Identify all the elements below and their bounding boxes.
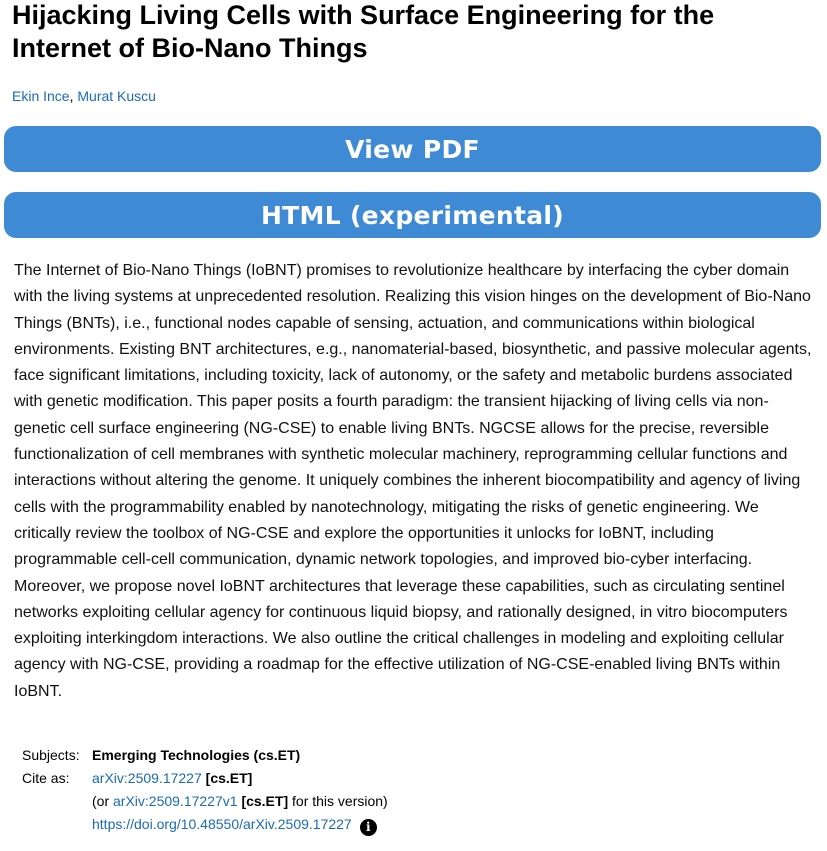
version-class: [cs.ET] bbox=[241, 793, 289, 809]
version-arxiv-link[interactable]: arXiv:2509.17227v1 bbox=[113, 793, 238, 809]
cite-label: Cite as: bbox=[22, 770, 70, 786]
info-icon[interactable]: i bbox=[360, 819, 377, 836]
paper-title: Hijacking Living Cells with Surface Engineering for the Internet of Bio-Nano Things bbox=[12, 0, 715, 63]
cite-row bbox=[22, 767, 388, 790]
html-experimental-label: HTML (experimental) bbox=[260, 200, 565, 230]
author-link[interactable]: Murat Kuscu bbox=[77, 88, 156, 104]
view-pdf-label: View PDF bbox=[345, 134, 480, 164]
subjects-value: Emerging Technologies (cs.ET) bbox=[92, 747, 301, 763]
doi-row bbox=[22, 813, 388, 836]
author-list bbox=[12, 87, 156, 105]
view-pdf-button[interactable] bbox=[4, 126, 821, 172]
subjects-label: Subjects: bbox=[22, 747, 80, 763]
author-link[interactable]: Ekin Ince bbox=[12, 88, 70, 104]
subjects-row bbox=[22, 744, 388, 767]
metadata-table bbox=[22, 744, 388, 836]
version-suffix: for this version) bbox=[288, 793, 388, 809]
html-experimental-button[interactable] bbox=[4, 192, 821, 238]
author-separator: , bbox=[69, 88, 78, 104]
cite-arxiv-link[interactable]: arXiv:2509.17227 bbox=[92, 770, 202, 786]
cite-class: [cs.ET] bbox=[205, 770, 253, 786]
abstract-text: The Internet of Bio-Nano Things (IoBNT) promises to revolutionize healthcare by interfacing the cyber domain with the living systems at unprecedented resolution. Realizing this vision hinges on the development of Bio-Nano Things (BNTs), i.e., functional nodes capable of sensing, actuation, and communications within biological environments. Existing BNT architectures, e.g., nanomaterial-based, biosynthetic, and passive molecular agents, face significant limitations, including toxicity, lack of autonomy, or the safety and metabolic burdens associated with genetic modification. This paper posits a fourth paradigm: the transient hijacking of living cells via non-genetic cell surface engineering (NG-CSE) to enable living BNTs. NGCSE allows for the precise, reversible functionalization of cell membranes with synthetic molecular machinery, reprogramming cellular functions and interactions without altering the genome. It uniquely combines the inherent biocompatibility and agency of living cells with the programmability enabled by nanotechnology, mitigating the risks of genetic engineering. We critically review the toolbox of NG-CSE and explore the opportunities it unlocks for IoBNT, including programmable cell-cell communication, dynamic network topologies, and improved bio-cyber interfacing. Moreover, we propose novel IoBNT architectures that leverage these capabilities, such as circulating sentinel networks exploiting cellular agency for continuous liquid biopsy, and rationally designed, in vitro biocomputers exploiting interkingdom interactions. We also outline the critical challenges in modeling and exploiting cellular agency with NG-CSE, providing a roadmap for the effective utilization of NG-CSE-enabled living BNTs within IoBNT. bbox=[14, 262, 812, 700]
doi-link[interactable]: https://doi.org/10.48550/arXiv.2509.17227 bbox=[92, 816, 352, 832]
version-row bbox=[22, 790, 388, 813]
version-prefix: (or bbox=[92, 793, 113, 809]
